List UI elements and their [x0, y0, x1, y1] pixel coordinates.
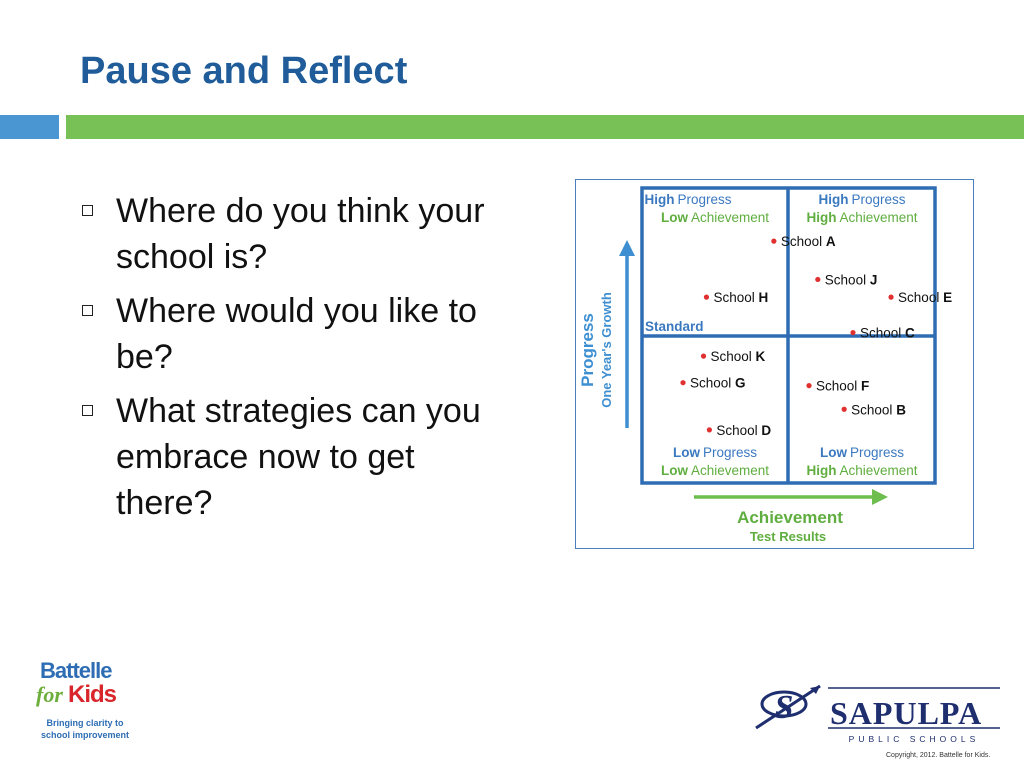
school-point-h: [704, 295, 709, 300]
school-point-b: [842, 407, 847, 412]
school-point-f: [806, 383, 811, 388]
school-point-label-e: School E: [898, 290, 953, 306]
copyright-text: Copyright, 2012. Battelle for Kids.: [886, 752, 991, 759]
quadrant-label-bottom-left-progress: Low Progress: [672, 445, 758, 460]
quadrant-chart-svg: [576, 180, 973, 548]
battelle-logo-for: for: [36, 682, 63, 707]
quadrant-label-bottom-left-achievement: Low Achievement: [660, 463, 770, 478]
square-bullet-icon: [82, 205, 93, 216]
y-axis-arrow-head-icon: [619, 240, 635, 256]
battelle-logo-kids: Kids: [68, 681, 117, 708]
standard-label: Standard: [645, 319, 704, 334]
battelle-logo-tagline1: Bringing clarity to: [46, 718, 124, 728]
bullet-item: [80, 388, 500, 526]
sapulpa-emblem-icon: [756, 686, 820, 728]
school-point-d: [707, 427, 712, 432]
school-point-label-c: School C: [859, 325, 915, 341]
school-point-label-k: School K: [710, 349, 766, 365]
school-point-label-a: School A: [780, 234, 836, 250]
school-point-a: [771, 239, 776, 244]
quadrant-label-top-right-achievement: High Achievement: [806, 210, 918, 225]
y-axis-sublabel: One Year's Growth: [599, 292, 614, 408]
quadrant-label-bottom-right-progress: Low Progress: [819, 445, 905, 460]
quadrant-label-top-right-progress: High Progress: [818, 192, 906, 207]
quadrant-label-top-left-progress: High Progress: [644, 192, 732, 207]
x-axis-arrow-head-icon: [872, 489, 888, 505]
square-bullet-icon: [82, 405, 93, 416]
title-underline-green: [66, 115, 1024, 139]
school-point-e: [888, 295, 893, 300]
school-point-label-d: School D: [716, 422, 772, 438]
x-axis-sublabel: Test Results: [749, 529, 827, 544]
school-point-label-f: School F: [816, 378, 870, 394]
bullet-item: [80, 188, 500, 280]
x-axis-label: Achievement: [737, 508, 843, 527]
quadrant-label-bottom-right-achievement: High Achievement: [806, 463, 918, 478]
sapulpa-logo-name: SAPULPA: [830, 695, 983, 731]
bullet-text: What strategies can you embrace now to get there?: [116, 392, 481, 522]
bullet-text: Where would you like to be?: [116, 292, 477, 376]
battelle-logo-tagline2: school improvement: [40, 730, 130, 740]
bullet-list: [80, 188, 500, 534]
y-axis-label: Progress: [578, 313, 597, 387]
bullet-text: Where do you think your school is?: [116, 192, 485, 276]
school-point-g: [680, 380, 685, 385]
school-point-label-j: School J: [824, 272, 878, 288]
sapulpa-logo-sub: PUBLIC SCHOOLS: [848, 734, 980, 744]
page-title: Pause and Reflect: [80, 50, 408, 92]
battelle-for-kids-logo: [30, 658, 140, 748]
school-point-label-h: School H: [713, 290, 769, 306]
battelle-logo-line1: Battelle: [40, 658, 112, 683]
quadrant-chart: [575, 179, 974, 549]
quadrant-label-top-left-achievement: Low Achievement: [660, 210, 770, 225]
school-point-label-g: School G: [690, 375, 746, 391]
school-point-label-b: School B: [851, 402, 906, 418]
bullet-item: [80, 288, 500, 380]
sapulpa-public-schools-logo: [752, 682, 1004, 746]
square-bullet-icon: [82, 305, 93, 316]
title-underline-blue: [0, 115, 59, 139]
school-point-k: [701, 354, 706, 359]
svg-text:S: S: [774, 689, 794, 726]
school-point-c: [850, 330, 855, 335]
school-point-j: [815, 277, 820, 282]
